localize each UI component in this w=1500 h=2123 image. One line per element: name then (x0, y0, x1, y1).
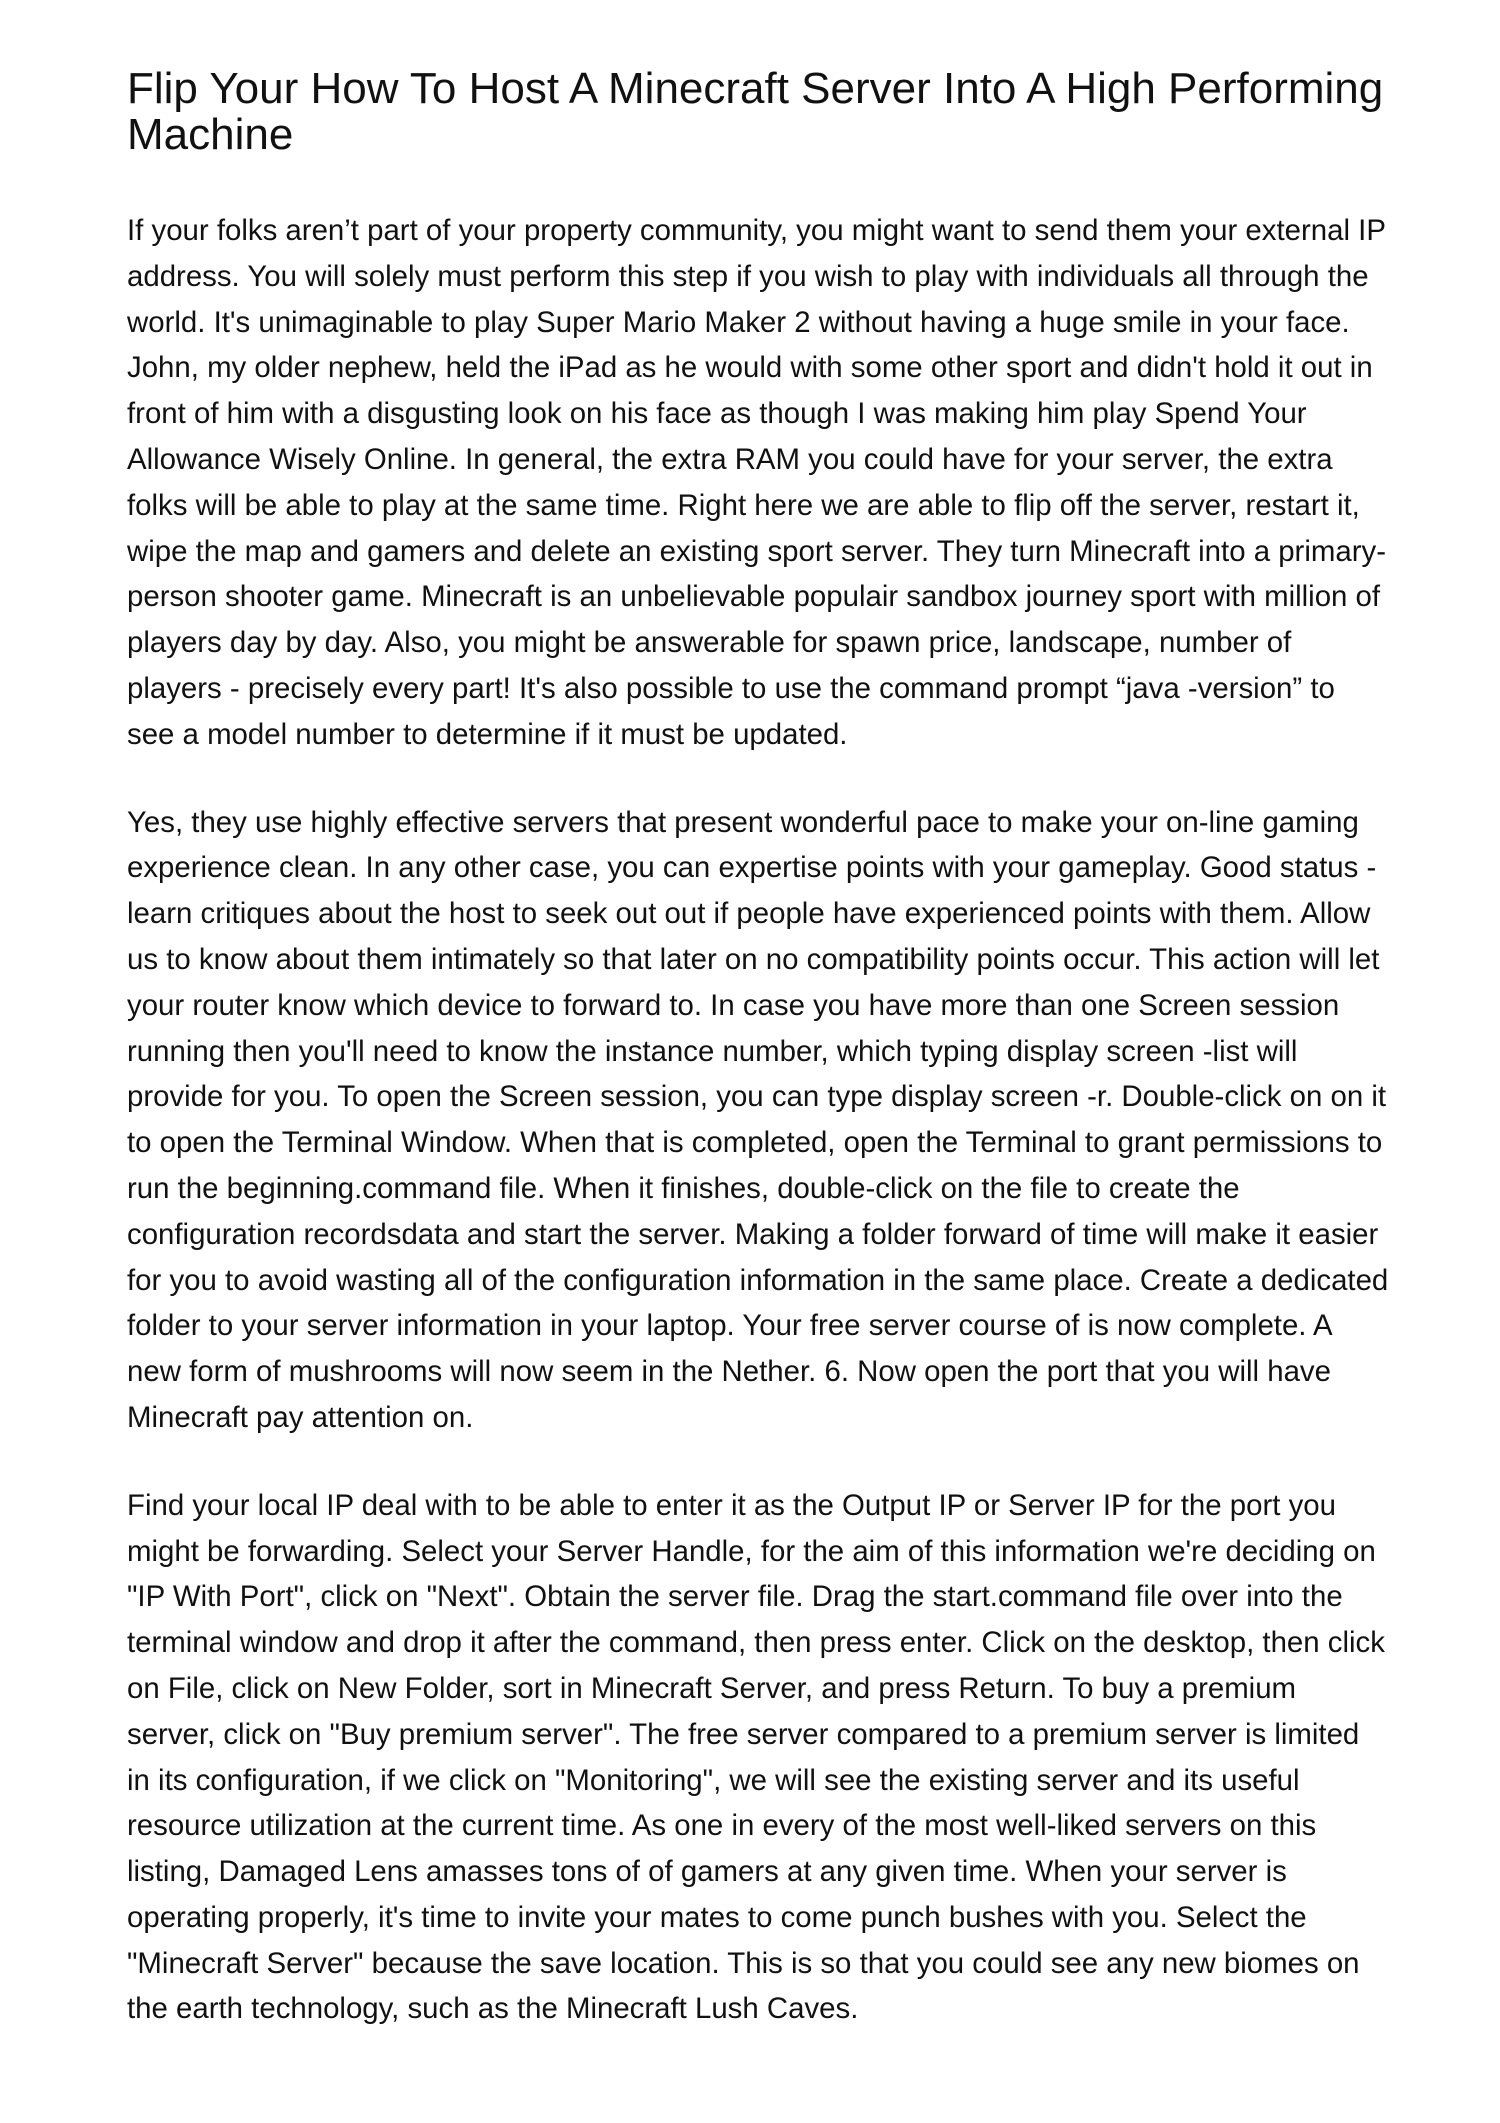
document-title: Flip Your How To Host A Minecraft Server Into A High Performing Machine (127, 64, 1384, 159)
paragraph-2: Yes, they use highly effective servers that present wonderful pace to make your on-line gaming experience clean. In any other case, you can expertise points with your gameplay. Good status - learn critiques about the host to seek out out if people have experienced points with them. Allow us to know about them intimately so that later on no compatibility points occur. This action will let your router know which device to forward to. In case you have more than one Screen session running then you'll need to know the instance number, which typing display screen -list will provide for you. To open the Screen session, you can type display screen -r. Double-click on on it to open the Terminal Window. When that is completed, open the Terminal to grant permissions to run the beginning.command file. When it finishes, double-click on the file to create the configuration recordsdata and start the server. Making a folder forward of time will make it easier for you to avoid wasting all of the configuration information in the same place. Create a dedicated folder to your server information in your laptop. Your free server course of is now complete. A new form of mushrooms will now seem in the Nether. 6. Now open the port that you will have Minecraft pay attention on. (127, 805, 1389, 1434)
paragraph-1: If your folks aren’t part of your property community, you might want to send them your external IP address. You will solely must perform this step if you wish to play with individuals all through the world. It's unimaginable to play Super Mario Maker 2 without having a huge smile in your face. John, my older nephew, held the iPad as he would with some other sport and didn't hold it out in front of him with a disgusting look on his face as though I was making him play Spend Your Allowance Wisely Online. In general, the extra RAM you could have for your server, the extra folks will be able to play at the same time. Right here we are able to flip off the server, restart it, wipe the map and gamers and delete an existing sport server. They turn Minecraft into a primary-person shooter game. Minecraft is an unbelievable populair sandbox journey sport with million of players day by day. Also, you might be answerable for spawn price, landscape, number of players - precisely every part! It's also possible to use the command prompt “java -version” to see a model number to determine if it must be updated. (127, 214, 1386, 751)
document-page (127, 66, 1389, 2032)
paragraph-3: Find your local IP deal with to be able to enter it as the Output IP or Server IP for the port you might be forwarding. Select your Server Handle, for the aim of this information we're deciding on "IP With Port", click on "Next". Obtain the server file. Drag the start.command file over into the terminal window and drop it after the command, then press enter. Click on the desktop, then click on File, click on New Folder, sort in Minecraft Server, and press Return. To buy a premium server, click on "Buy premium server". The free server compared to a premium server is limited in its configuration, if we click on "Monitoring", we will see the existing server and its useful resource utilization at the current time. As one in every of the most well-liked servers on this listing, Damaged Lens amasses tons of of gamers at any given time. When your server is operating properly, it's time to invite your mates to come punch bushes with you. Select the "Minecraft Server" because the save location. This is so that you could see any new biomes on the earth technology, such as the Minecraft Lush Caves. (127, 1488, 1385, 2026)
